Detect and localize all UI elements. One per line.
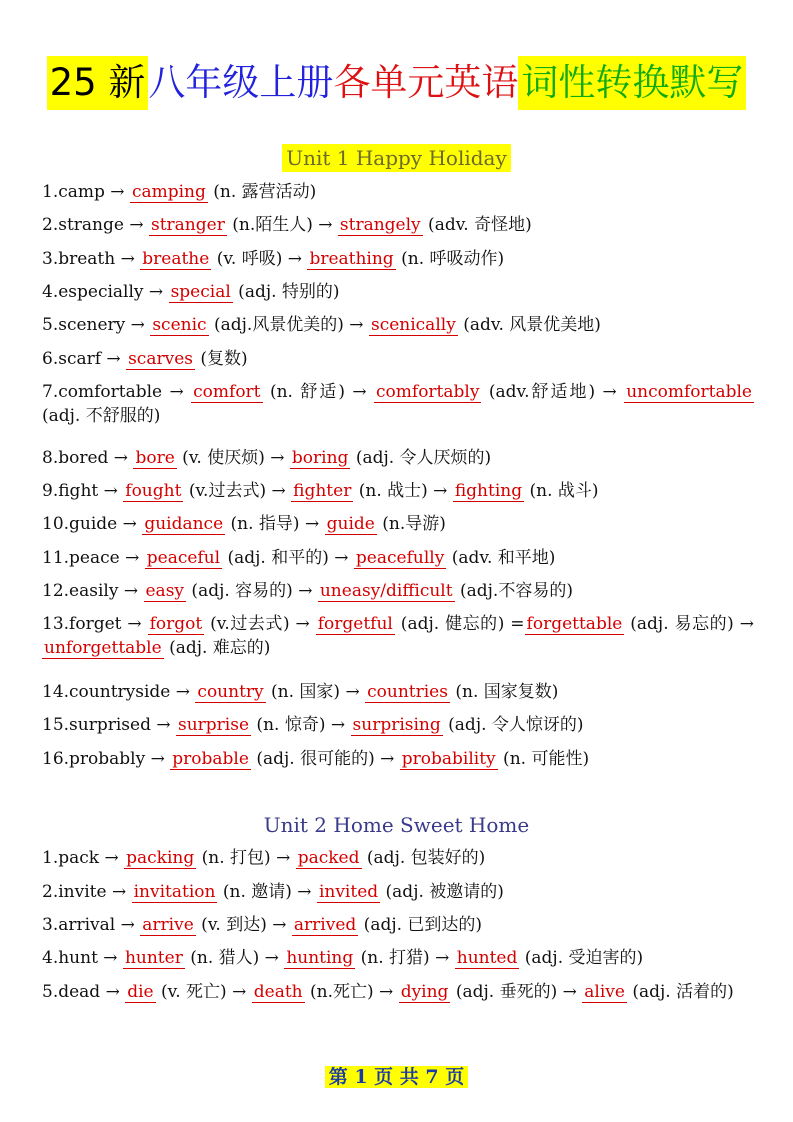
u1-item-11 — [42, 546, 754, 570]
prompt-text: 7.comfortable → — [42, 382, 192, 402]
u2-item-3 — [42, 913, 754, 937]
answer-word: surprise — [178, 715, 250, 735]
prompt-text: (n. 舒适) → — [262, 382, 375, 402]
prompt-text: (n. 战斗) — [524, 481, 599, 501]
prompt-text: (adv. 风景优美地) — [457, 315, 601, 335]
u1-item-1 — [42, 180, 754, 204]
prompt-text: (v. 到达) → — [195, 915, 292, 935]
answer-word: comfort — [193, 382, 261, 402]
prompt-text: (n. 邀请) → — [217, 882, 317, 902]
prompt-text: (n. 打猎) → — [355, 948, 455, 968]
prompt-text: (adj. 被邀请的) — [380, 882, 504, 902]
prompt-text: (adj. 健忘的) = — [394, 614, 525, 634]
answer-word: bore — [135, 448, 175, 468]
u1-item-13 — [42, 612, 754, 660]
answer-word: scarves — [128, 349, 193, 369]
title-part-3: 各单元英语 — [333, 61, 519, 104]
page-number: 第 1 页 共 7 页 — [325, 1066, 469, 1088]
answer-word: invited — [318, 882, 379, 902]
answer-word: camping — [131, 182, 206, 202]
prompt-text: (n. 打包) → — [196, 848, 296, 868]
prompt-text: (n. 惊奇) → — [251, 715, 351, 735]
prompt-text: 8.bored → — [42, 448, 134, 468]
answer-word: hunted — [456, 948, 518, 968]
prompt-text: (adj. 令人惊讶的) — [442, 715, 584, 735]
answer-word: uneasy/difficult — [319, 581, 453, 601]
answer-word: scenically — [370, 315, 456, 335]
answer-word: fought — [125, 481, 182, 501]
u1-item-10 — [42, 512, 754, 536]
answer-word: dying — [400, 982, 449, 1002]
u2-item-5 — [42, 980, 754, 1004]
answer-word: arrive — [142, 915, 194, 935]
answer-word: forgettable — [526, 614, 623, 634]
u1-item-9 — [42, 479, 754, 503]
u2-item-1 — [42, 846, 754, 870]
prompt-text: (adj. 难忘的) — [163, 638, 271, 658]
u1-item-8 — [42, 446, 754, 470]
prompt-text: (v.过去式) → — [204, 614, 316, 634]
prompt-text: (n. 呼吸动作) — [395, 249, 505, 269]
prompt-text: (adj. 很可能的) → — [250, 749, 400, 769]
answer-word: boring — [291, 448, 349, 468]
prompt-text: 11.peace → — [42, 548, 145, 568]
answer-word: forgetful — [317, 614, 393, 634]
prompt-text: (adj. 和平的) → — [222, 548, 354, 568]
prompt-text: (n. 可能性) — [497, 749, 590, 769]
unit-2-heading-text: Unit 2 Home Sweet Home — [263, 813, 530, 837]
answer-word: peacefully — [355, 548, 445, 568]
answer-word: stranger — [150, 215, 225, 235]
answer-word: special — [170, 282, 231, 302]
prompt-text: 1.camp → — [42, 182, 130, 202]
answer-word: countries — [367, 682, 448, 702]
prompt-text: (adj.不容易的) — [454, 581, 573, 601]
prompt-text: 4.especially → — [42, 282, 169, 302]
title-part-4: 词性转换默写 — [518, 56, 746, 110]
prompt-text: (adj. 容易的) → — [186, 581, 318, 601]
prompt-text: 9.fight → — [42, 481, 124, 501]
u1-item-4 — [42, 280, 754, 304]
prompt-text: (v.过去式) → — [183, 481, 292, 501]
prompt-text: 1.pack → — [42, 848, 125, 868]
answer-word: breathing — [309, 249, 394, 269]
prompt-text: (adj.风景优美的) → — [208, 315, 369, 335]
u1-item-5 — [42, 313, 754, 337]
answer-word: probability — [401, 749, 496, 769]
unit-1-heading — [0, 144, 793, 172]
prompt-text: (adj. 易忘的) → — [624, 614, 755, 634]
prompt-text: 12.easily → — [42, 581, 144, 601]
answer-word: arrived — [293, 915, 357, 935]
answer-word: death — [253, 982, 303, 1002]
prompt-text: (n. 国家复数) — [449, 682, 559, 702]
unit-1-heading-text: Unit 1 Happy Holiday — [282, 144, 511, 172]
prompt-text: (n. 露营活动) — [207, 182, 317, 202]
u1-item-12 — [42, 579, 754, 603]
prompt-text: (adj. 不舒服的) — [42, 406, 161, 426]
prompt-text: (adv.舒适地) → — [481, 382, 625, 402]
prompt-text: 5.dead → — [42, 982, 126, 1002]
answer-word: fighter — [293, 481, 352, 501]
prompt-text: 4.hunt → — [42, 948, 123, 968]
unit-2-heading — [0, 811, 793, 839]
answer-word: invitation — [133, 882, 216, 902]
prompt-text: (n. 国家) → — [265, 682, 366, 702]
answer-word: guide — [326, 514, 375, 534]
answer-word: probable — [172, 749, 249, 769]
answer-word: breathe — [142, 249, 210, 269]
prompt-text: (adj. 垂死的) → — [450, 982, 583, 1002]
prompt-text: (n.导游) — [376, 514, 446, 534]
answer-word: alive — [584, 982, 625, 1002]
prompt-text: (adj. 已到达的) — [358, 915, 483, 935]
prompt-text: 15.surprised → — [42, 715, 176, 735]
answer-word: packing — [126, 848, 195, 868]
prompt-text: 14.countryside → — [42, 682, 196, 702]
prompt-text: (v. 死亡) → — [155, 982, 252, 1002]
answer-word: hunter — [124, 948, 183, 968]
answer-word: country — [197, 682, 264, 702]
prompt-text: (n.死亡) → — [304, 982, 399, 1002]
prompt-text: (复数) — [194, 349, 248, 369]
prompt-text: (adj. 活着的) — [626, 982, 734, 1002]
title-part-1: 25 新 — [47, 56, 149, 110]
prompt-text: (adj. 令人厌烦的) — [350, 448, 492, 468]
prompt-text: (adj. 特别的) — [232, 282, 340, 302]
answer-word: fighting — [454, 481, 523, 501]
answer-word: uncomfortable — [626, 382, 752, 402]
prompt-text: (n. 指导) → — [225, 514, 325, 534]
prompt-text: 10.guide → — [42, 514, 143, 534]
document-title — [0, 56, 793, 110]
answer-word: guidance — [144, 514, 224, 534]
answer-word: comfortably — [376, 382, 480, 402]
prompt-text: 5.scenery → — [42, 315, 151, 335]
prompt-text: 2.invite → — [42, 882, 132, 902]
prompt-text: 13.forget → — [42, 614, 148, 634]
answer-word: unforgettable — [44, 638, 162, 658]
prompt-text: 6.scarf → — [42, 349, 127, 369]
page-footer — [0, 1062, 793, 1089]
prompt-text: (adj. 包装好的) — [361, 848, 486, 868]
u1-item-6 — [42, 347, 754, 371]
u1-item-16 — [42, 747, 754, 771]
prompt-text: (n. 猎人) → — [184, 948, 285, 968]
prompt-text: 3.breath → — [42, 249, 141, 269]
prompt-text: (n. 战士) → — [353, 481, 453, 501]
prompt-text: (v. 使厌烦) → — [176, 448, 290, 468]
u1-item-15 — [42, 713, 754, 737]
u1-item-2 — [42, 213, 754, 237]
u2-item-4 — [42, 946, 754, 970]
prompt-text: (v. 呼吸) → — [211, 249, 308, 269]
prompt-text: (n.陌生人) → — [226, 215, 338, 235]
answer-word: surprising — [352, 715, 441, 735]
u1-item-14 — [42, 680, 754, 704]
title-part-2: 八年级上册 — [148, 61, 334, 104]
prompt-text: (adv. 和平地) — [446, 548, 556, 568]
prompt-text: 16.probably → — [42, 749, 171, 769]
answer-word: peaceful — [146, 548, 221, 568]
prompt-text: (adv. 奇怪地) — [422, 215, 532, 235]
prompt-text: 2.strange → — [42, 215, 149, 235]
u2-item-2 — [42, 880, 754, 904]
answer-word: packed — [297, 848, 360, 868]
answer-word: hunting — [286, 948, 354, 968]
answer-word: easy — [145, 581, 185, 601]
u1-item-7 — [42, 380, 754, 428]
prompt-text: (adj. 受迫害的) — [519, 948, 644, 968]
answer-word: die — [127, 982, 154, 1002]
u1-item-3 — [42, 247, 754, 271]
answer-word: scenic — [152, 315, 207, 335]
answer-word: strangely — [339, 215, 421, 235]
prompt-text: 3.arrival → — [42, 915, 141, 935]
answer-word: forgot — [149, 614, 203, 634]
